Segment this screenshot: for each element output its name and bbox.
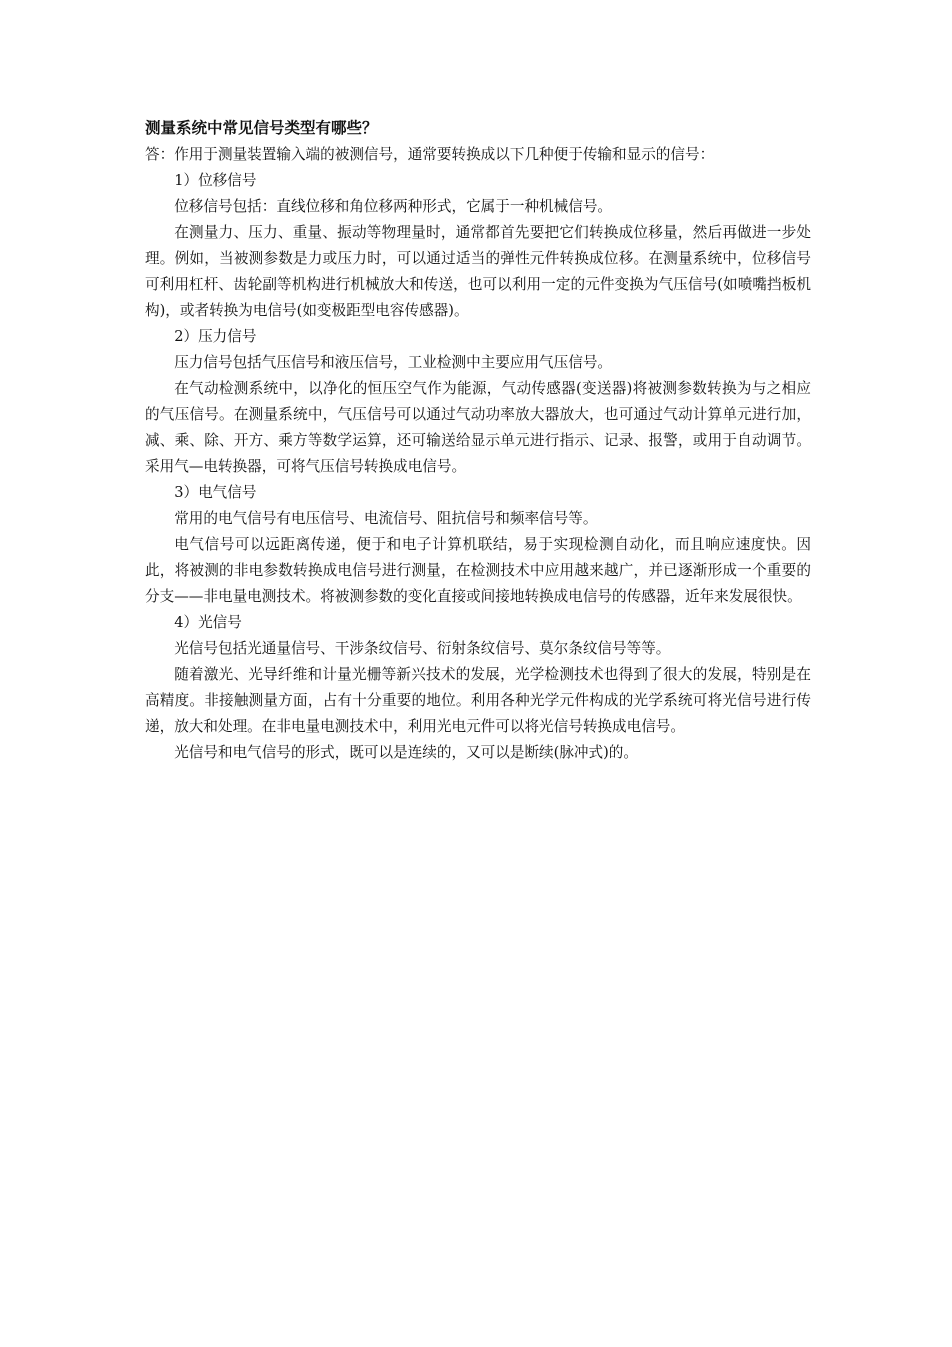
paragraph-electrical-detail: 电气信号可以远距离传递，便于和电子计算机联结，易于实现检测自动化，而且响应速度快。因此，将被测的非电参数转换成电信号进行测量，在检测技术中应用越来越广，并已逐渐形成一个重要的分支——非电量电测技术。将被测参数的变化直接或间接地转换成电信号的传感器，近年来发展很快。 — [145, 536, 811, 605]
answer-intro: 答：作用于测量装置输入端的被测信号，通常要转换成以下几种便于传输和显示的信号： — [145, 146, 715, 163]
paragraph-optical-definition: 光信号包括光通量信号、干涉条纹信号、衍射条纹信号、莫尔条纹信号等等。 — [174, 640, 671, 657]
paragraph-pressure-definition: 压力信号包括气压信号和液压信号，工业检测中主要应用气压信号。 — [174, 354, 613, 371]
section-heading-pressure: 2）压力信号 — [174, 328, 257, 345]
section-heading-displacement: 1）位移信号 — [174, 172, 257, 189]
document-body — [145, 116, 811, 766]
paragraph-electrical-definition: 常用的电气信号有电压信号、电流信号、阻抗信号和频率信号等。 — [174, 510, 598, 527]
section-heading-electrical: 3）电气信号 — [174, 484, 257, 501]
paragraph-displacement-definition: 位移信号包括：直线位移和角位移两种形式，它属于一种机械信号。 — [174, 198, 613, 215]
page-title: 测量系统中常见信号类型有哪些？ — [145, 119, 378, 137]
paragraph-pressure-detail: 在气动检测系统中，以净化的恒压空气作为能源，气动传感器(变送器)将被测参数转换为与之相应的气压信号。在测量系统中，气压信号可以通过气动功率放大器放大，也可通过气动计算单元进行加，减、乘、除、开方、乘方等数学运算，还可输送给显示单元进行指示、记录、报警，或用于自动调节。采用气—电转换器，可将气压信号转换成电信号。 — [145, 380, 811, 475]
paragraph-signal-forms: 光信号和电气信号的形式，既可以是连续的，又可以是断续(脉冲式)的。 — [174, 744, 638, 761]
section-heading-optical: 4）光信号 — [174, 614, 242, 631]
paragraph-optical-detail: 随着激光、光导纤维和计量光栅等新兴技术的发展，光学检测技术也得到了很大的发展，特别是在高精度。非接触测量方面，占有十分重要的地位。利用各种光学元件构成的光学系统可将光信号进行传递，放大和处理。在非电量电测技术中，利用光电元件可以将光信号转换成电信号。 — [145, 666, 811, 735]
paragraph-displacement-detail: 在测量力、压力、重量、振动等物理量时，通常都首先要把它们转换成位移量，然后再做进一步处理。例如，当被测参数是力或压力时，可以通过适当的弹性元件转换成位移。在测量系统中，位移信号可利用杠杆、齿轮副等机构进行机械放大和传送，也可以利用一定的元件变换为气压信号(如喷嘴挡板机构)，或者转换为电信号(如变极距型电容传感器)。 — [145, 224, 811, 319]
